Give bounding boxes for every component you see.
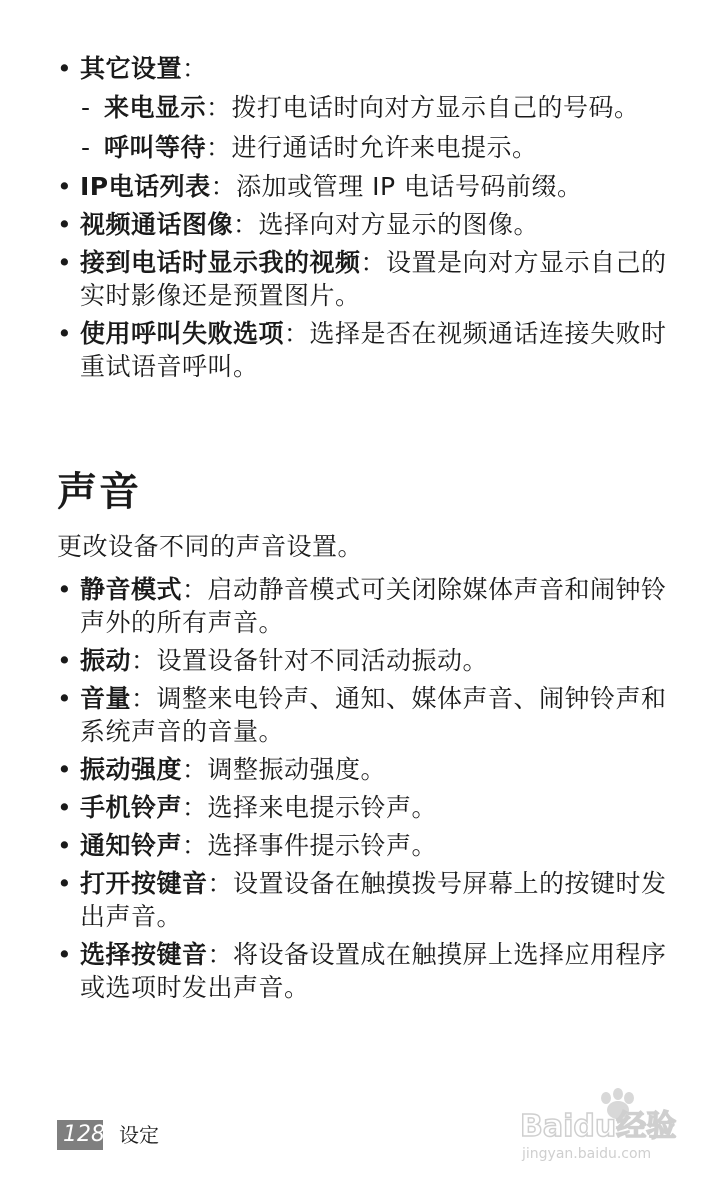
dash: - <box>81 93 91 122</box>
item-term: 手机铃声 <box>80 793 183 822</box>
item-text: 设置是向对方显示自己的实时影像还是预置图片。 <box>80 248 667 310</box>
section-intro: 更改设备不同的声音设置。 <box>57 532 364 561</box>
watermark-url: jingyan.baidu.com <box>522 1146 652 1162</box>
settings-list-sound <box>0 573 726 1009</box>
list-item: • 静音模式：启动静音模式可关闭除媒体声音和闹钟铃声外的所有声音。 <box>57 575 667 637</box>
settings-list-top <box>0 52 726 388</box>
baidu-watermark <box>518 1086 694 1166</box>
page-footer <box>57 1120 159 1150</box>
item-term: 振动 <box>80 646 132 675</box>
bullet: • <box>57 831 73 860</box>
bullet: • <box>57 684 73 713</box>
dash: - <box>81 133 91 162</box>
item-term: 音量 <box>80 684 132 713</box>
item-text: 选择事件提示铃声。 <box>207 831 438 860</box>
item-text: 调整来电铃声、通知、媒体声音、闹钟铃声和系统声音的音量。 <box>80 684 667 746</box>
item-text: 设置设备在触摸拨号屏幕上的按键时发出声音。 <box>80 869 667 931</box>
item-term: 其它设置 <box>80 54 183 83</box>
item-term: 接到电话时显示我的视频 <box>80 248 361 277</box>
bullet: • <box>57 172 73 201</box>
item-term: 选择按键音 <box>80 940 208 969</box>
sub-item-call-waiting: - 呼叫等待：进行通话时允许来电提示。 <box>0 130 726 165</box>
item-text: 设置设备针对不同活动振动。 <box>156 646 489 675</box>
item-text: 选择来电提示铃声。 <box>207 793 438 822</box>
list-item: • IP电话列表：添加或管理 IP 电话号码前缀。 <box>57 172 583 201</box>
list-item: • 振动强度：调整振动强度。 <box>57 755 387 784</box>
sub-item-caller-id: - 来电显示：拨打电话时向对方显示自己的号码。 <box>0 90 726 125</box>
bullet: • <box>57 319 73 348</box>
list-item: • 视频通话图像：选择向对方显示的图像。 <box>57 210 540 239</box>
item-text: 选择向对方显示的图像。 <box>258 210 540 239</box>
list-item: • 手机铃声：选择来电提示铃声。 <box>57 793 438 822</box>
item-term: 视频通话图像 <box>80 210 234 239</box>
item-text: 启动静音模式可关闭除媒体声音和闹钟铃声外的所有声音。 <box>80 575 667 637</box>
watermark-brand: Baidu经验 <box>520 1109 677 1144</box>
bullet: • <box>57 248 73 277</box>
sub-item-term: 来电显示 <box>104 93 207 122</box>
bullet: • <box>57 54 73 83</box>
item-term: 静音模式 <box>80 575 183 604</box>
item-term: 振动强度 <box>80 755 183 784</box>
item-text: 将设备设置成在触摸屏上选择应用程序或选项时发出声音。 <box>80 940 667 1002</box>
sub-item-text: 拨打电话时向对方显示自己的号码。 <box>231 93 640 122</box>
list-item: • 通知铃声：选择事件提示铃声。 <box>57 831 438 860</box>
list-item-other-settings <box>0 52 726 85</box>
list-item: • 接到电话时显示我的视频：设置是向对方显示自己的实时影像还是预置图片。 <box>57 248 667 310</box>
chapter-label: 设定 <box>119 1123 159 1147</box>
list-item: • 音量：调整来电铃声、通知、媒体声音、闹钟铃声和系统声音的音量。 <box>57 684 667 746</box>
section-title: 声音 <box>57 469 141 515</box>
item-term: 打开按键音 <box>80 869 208 898</box>
bullet: • <box>57 869 73 898</box>
item-term: 通知铃声 <box>80 831 183 860</box>
page-number: 128 <box>57 1120 103 1150</box>
bullet: • <box>57 210 73 239</box>
sub-item-text: 进行通话时允许来电提示。 <box>231 133 538 162</box>
bullet: • <box>57 575 73 604</box>
list-item: • 选择按键音：将设备设置成在触摸屏上选择应用程序或选项时发出声音。 <box>57 940 667 1002</box>
bullet: • <box>57 940 73 969</box>
bullet: • <box>57 646 73 675</box>
bullet: • <box>57 755 73 784</box>
item-term: 使用呼叫失败选项 <box>80 319 285 348</box>
list-item: • 打开按键音：设置设备在触摸拨号屏幕上的按键时发出声音。 <box>57 869 667 931</box>
item-colon: ： <box>182 54 208 83</box>
item-text: 添加或管理 IP 电话号码前缀。 <box>236 172 583 201</box>
item-text: 选择是否在视频通话连接失败时重试语音呼叫。 <box>80 319 667 381</box>
list-item: • 使用呼叫失败选项：选择是否在视频通话连接失败时重试语音呼叫。 <box>57 319 667 381</box>
list-item: • 振动：设置设备针对不同活动振动。 <box>57 646 489 675</box>
bullet: • <box>57 793 73 822</box>
sub-item-term: 呼叫等待 <box>104 133 207 162</box>
item-term: IP电话列表 <box>80 172 211 201</box>
item-text: 调整振动强度。 <box>207 755 387 784</box>
